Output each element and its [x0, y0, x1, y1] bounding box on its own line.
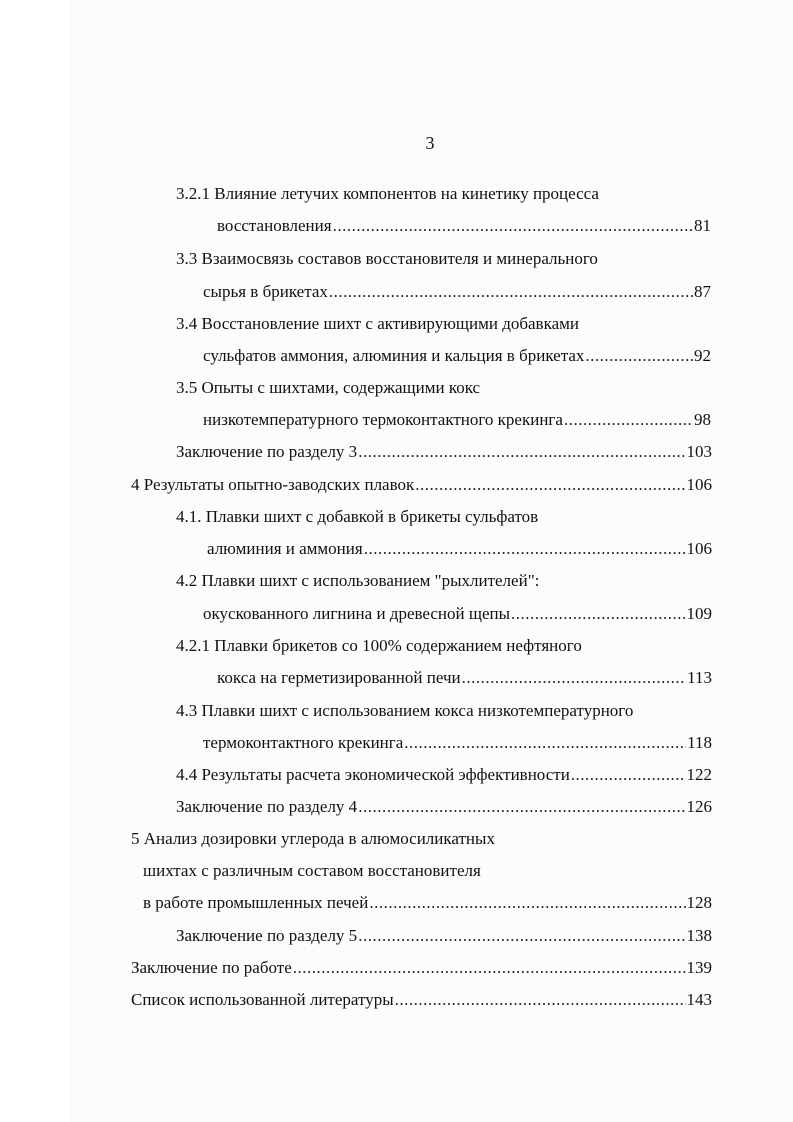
toc-entry-title [176, 249, 598, 269]
leader-dots [333, 216, 693, 236]
toc-entry-title [176, 378, 480, 398]
toc-text: кокса на герметизированной печи [217, 668, 461, 687]
leader-dots [585, 346, 693, 366]
toc-page-number: 81 [694, 216, 711, 235]
toc-page-number: 128 [686, 893, 712, 912]
toc-entry-line [143, 893, 712, 913]
toc-page-number: 122 [686, 765, 712, 784]
toc-page-number: 143 [686, 990, 712, 1009]
leader-dots [358, 926, 685, 946]
leader-dots [511, 604, 685, 624]
toc-entry-title [176, 507, 538, 527]
toc-entry-line [203, 733, 712, 753]
toc-text: 4 Результаты опытно-заводских плавок [131, 475, 415, 494]
toc-text: Заключение по разделу 5 [176, 926, 358, 945]
toc-entry-line [131, 990, 712, 1010]
toc-entry-line [203, 282, 711, 302]
toc-entry-line [176, 797, 712, 817]
scan-background [70, 0, 793, 1122]
leader-dots [358, 797, 685, 817]
toc-entry-title [176, 184, 599, 204]
leader-dots [564, 410, 693, 430]
toc-entry-line [176, 926, 712, 946]
leader-dots [293, 958, 686, 978]
toc-text: 3.4 Восстановление шихт с активирующими добавками [176, 314, 579, 333]
toc-entry-line [203, 346, 711, 366]
toc-page-number: 106 [686, 475, 712, 494]
toc-text: алюминия и аммония [207, 539, 363, 558]
leader-dots [395, 990, 686, 1010]
toc-entry-line [217, 216, 711, 236]
toc-text: 4.2 Плавки шихт с использованием "рыхлителей": [176, 571, 540, 590]
toc-page-number: 103 [686, 442, 712, 461]
toc-text: Заключение по работе [131, 958, 292, 977]
toc-text: сырья в брикетах [203, 282, 328, 301]
toc-page-number: 98 [694, 410, 711, 429]
toc-text: Заключение по разделу 4 [176, 797, 358, 816]
toc-entry-line [131, 958, 712, 978]
toc-text: восстановления [217, 216, 332, 235]
toc-entry-title [176, 636, 582, 656]
toc-text: сульфатов аммония, алюминия и кальция в брикетах [203, 346, 585, 365]
toc-text: Заключение по разделу 3 [176, 442, 358, 461]
toc-text: 5 Анализ дозировки углерода в алюмосиликатных [131, 829, 495, 848]
toc-entry-title [176, 314, 579, 334]
toc-text: окускованного лигнина и древесной щепы [203, 604, 511, 623]
toc-entry-line [131, 475, 712, 495]
toc-page-number: 109 [686, 604, 712, 623]
toc-entry-line [203, 410, 711, 430]
toc-page-number: 139 [686, 958, 712, 977]
page-number: 3 [425, 133, 435, 153]
toc-text: термоконтактного крекинга [203, 733, 404, 752]
toc-page-number: 126 [686, 797, 712, 816]
leader-dots [358, 442, 685, 462]
toc-entry-line [207, 539, 712, 559]
toc-page-number: 138 [686, 926, 712, 945]
toc-entry-line [176, 765, 712, 785]
toc-text: шихтах с различным составом восстановителя [143, 861, 481, 880]
toc-text: 3.5 Опыты с шихтами, содержащими кокс [176, 378, 481, 397]
leader-dots [462, 668, 687, 688]
leader-dots [364, 539, 686, 559]
toc-entry-title [176, 571, 539, 591]
toc-page-number: 106 [686, 539, 712, 558]
toc-text: 4.1. Плавки шихт с добавкой в брикеты сульфатов [176, 507, 539, 526]
leader-dots [369, 893, 685, 913]
toc-page-number: 113 [687, 668, 712, 687]
toc-text: 4.4 Результаты расчета экономической эффективности [176, 765, 570, 784]
toc-entry-line [203, 604, 712, 624]
toc-entry-title [176, 701, 633, 721]
toc-page-number: 118 [687, 733, 712, 752]
leader-dots [404, 733, 686, 753]
toc-text: 3.3 Взаимосвязь составов восстановителя и минерального [176, 249, 598, 268]
toc-entry-line [176, 442, 712, 462]
toc-text: в работе промышленных печей [143, 893, 369, 912]
toc-text: Список использованной литературы [131, 990, 394, 1009]
toc-text: 4.2.1 Плавки брикетов со 100% содержанием нефтяного [176, 636, 582, 655]
toc-entry-line [217, 668, 712, 688]
leader-dots [415, 475, 685, 495]
toc-entry-title [143, 861, 481, 881]
toc-entry-title [131, 829, 495, 849]
toc-page-number: 87 [694, 282, 711, 301]
toc-page-number: 92 [694, 346, 711, 365]
toc-text: низкотемпературного термоконтактного крекинга [203, 410, 563, 429]
leader-dots [571, 765, 686, 785]
toc-text: 4.3 Плавки шихт с использованием кокса низкотемпературного [176, 701, 634, 720]
leader-dots [329, 282, 693, 302]
toc-text: 3.2.1 Влияние летучих компонентов на кинетику процесса [176, 184, 599, 203]
